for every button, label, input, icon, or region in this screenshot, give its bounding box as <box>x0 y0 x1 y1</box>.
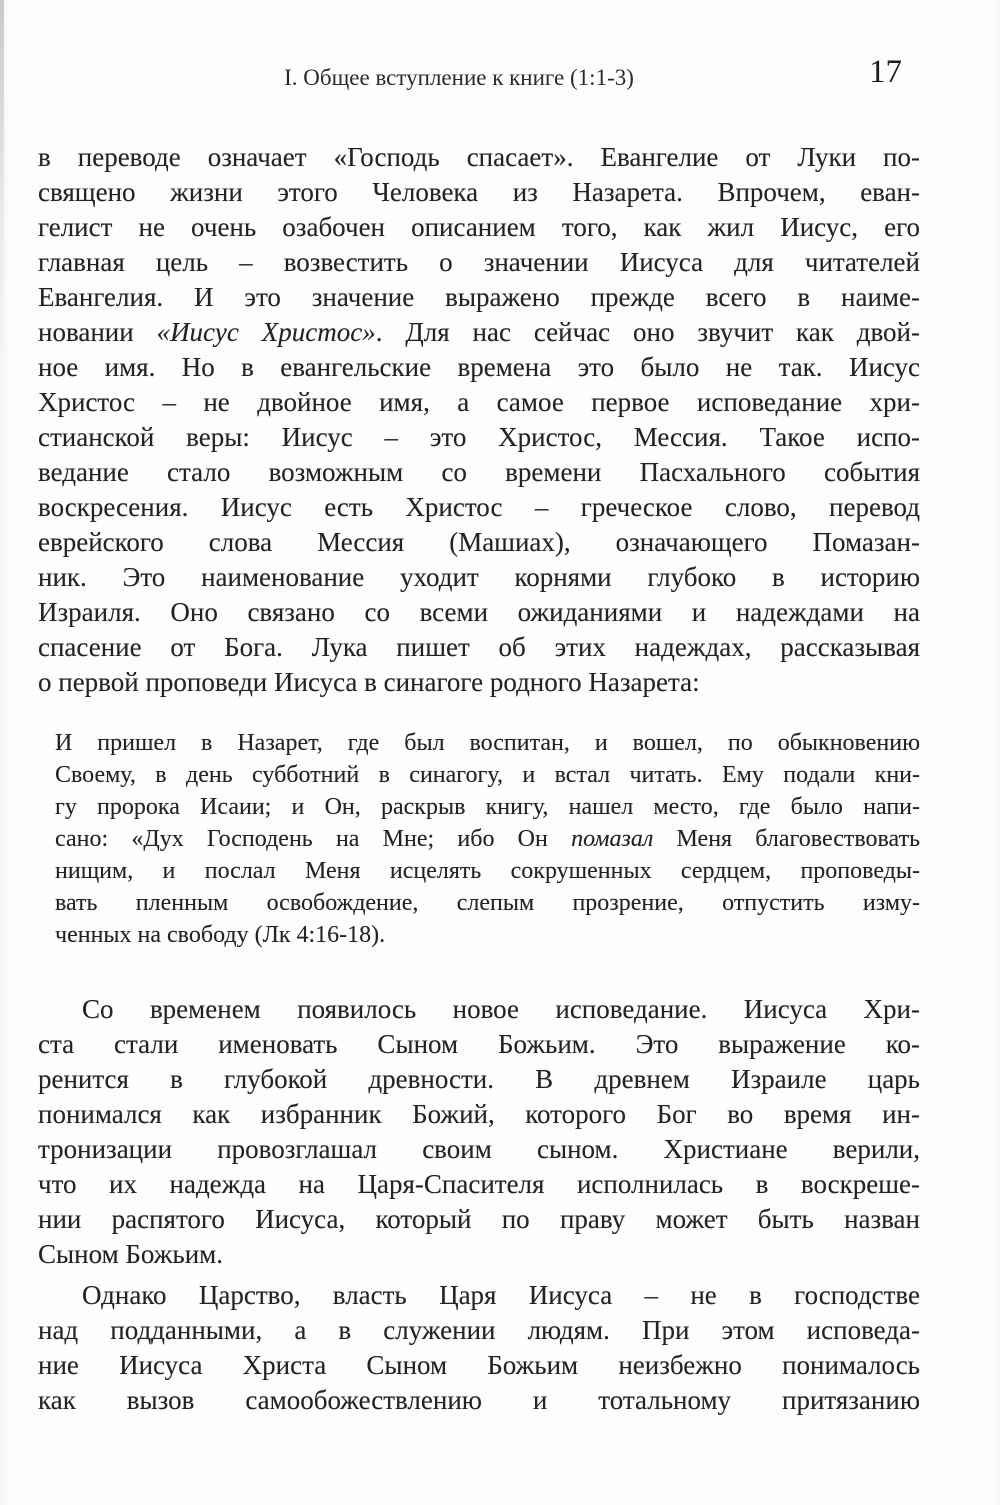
text-line: стианской веры: Иисус – это Христос, Мессия. Такое испо- <box>38 422 920 452</box>
paragraph <box>38 1278 920 1418</box>
text-line: спасение от Бога. Лука пишет об этих надеждах, рассказывая <box>38 632 920 662</box>
text-line: вать пленным освобождение, слепым прозрение, отпустить изму- <box>55 890 920 916</box>
text-line: понимался как избранник Божий, которого Бог во время ин- <box>38 1099 920 1129</box>
text-line: в переводе означает «Господь спасает». Евангелие от Луки по- <box>38 142 920 172</box>
text-line: ведание стало возможным со времени Пасхального события <box>38 457 920 487</box>
text-line: ста стали именовать Сыном Божьим. Это выражение ко- <box>38 1029 920 1059</box>
page-number: 17 <box>869 54 902 90</box>
text-line: еврейского слова Мессия (Машиах), означающего Помазан- <box>38 527 920 557</box>
text-line: ное имя. Но в евангельские времена это было не так. Иисус <box>38 352 920 382</box>
block-quote <box>55 727 920 951</box>
running-title: I. Общее вступление к книге (1:1-3) <box>284 65 634 90</box>
text-line: новании «Иисус Христос». Для нас сейчас оно звучит как двой- <box>38 317 920 347</box>
text-line: нии распятого Иисуса, который по праву может быть назван <box>38 1204 920 1234</box>
paragraph <box>38 992 920 1272</box>
text-line: ренится в глубокой древности. В древнем Израиле царь <box>38 1064 920 1094</box>
text-line: Со временем появилось новое исповедание. Иисуса Хри- <box>82 994 920 1024</box>
text-line: Евангелия. И это значение выражено прежде всего в наиме- <box>38 282 920 312</box>
text-line: ние Иисуса Христа Сыном Божьим неизбежно понималось <box>38 1350 920 1380</box>
text-line: сано: «Дух Господень на Мне; ибо Он помазал Меня благовествовать <box>55 826 921 852</box>
text-line: тронизации провозглашал своим сыном. Христиане верили, <box>38 1134 920 1164</box>
text-line: Своему, в день субботний в синагогу, и встал читать. Ему подали кни- <box>55 762 920 788</box>
text-line: Христос – не двойное имя, а самое первое исповедание хри- <box>38 387 920 417</box>
text-line: ченных на свободу (Лк 4:16-18). <box>55 922 386 948</box>
text-line: ник. Это наименование уходит корнями глубоко в историю <box>38 562 920 592</box>
text-line: гелист не очень озабочен описанием того, как жил Иисус, его <box>38 212 920 242</box>
text-line: Сыном Божьим. <box>38 1239 224 1269</box>
text-line: И пришел в Назарет, где был воспитан, и вошел, по обыкновению <box>55 730 920 756</box>
text-line: главная цель – возвестить о значении Иисуса для читателей <box>38 247 920 277</box>
page-body <box>38 140 920 1418</box>
text-line: над подданными, а в служении людям. При этом исповеда- <box>38 1315 920 1345</box>
page-header <box>38 54 920 96</box>
text-line: воскресения. Иисус есть Христос – греческое слово, перевод <box>38 492 920 522</box>
text-line: что их надежда на Царя-Спасителя исполнилась в воскреше- <box>38 1169 920 1199</box>
text-line: нищим, и послал Меня исцелять сокрушенных сердцем, проповеды- <box>55 858 920 884</box>
text-line: как вызов самообожествлению и тотальному притязанию <box>38 1385 920 1415</box>
page-edge-shadow <box>0 0 4 360</box>
text-line: священо жизни этого Человека из Назарета. Впрочем, еван- <box>38 177 920 207</box>
text-line: Израиля. Оно связано со всеми ожиданиями и надеждами на <box>38 597 920 627</box>
text-line: гу пророка Исаии; и Он, раскрыв книгу, нашел место, где было напи- <box>55 794 920 820</box>
text-line: Однако Царство, власть Царя Иисуса – не в господстве <box>82 1280 920 1310</box>
text-line: о первой проповеди Иисуса в синагоге родного Назарета: <box>38 667 700 697</box>
paragraph <box>38 140 920 700</box>
